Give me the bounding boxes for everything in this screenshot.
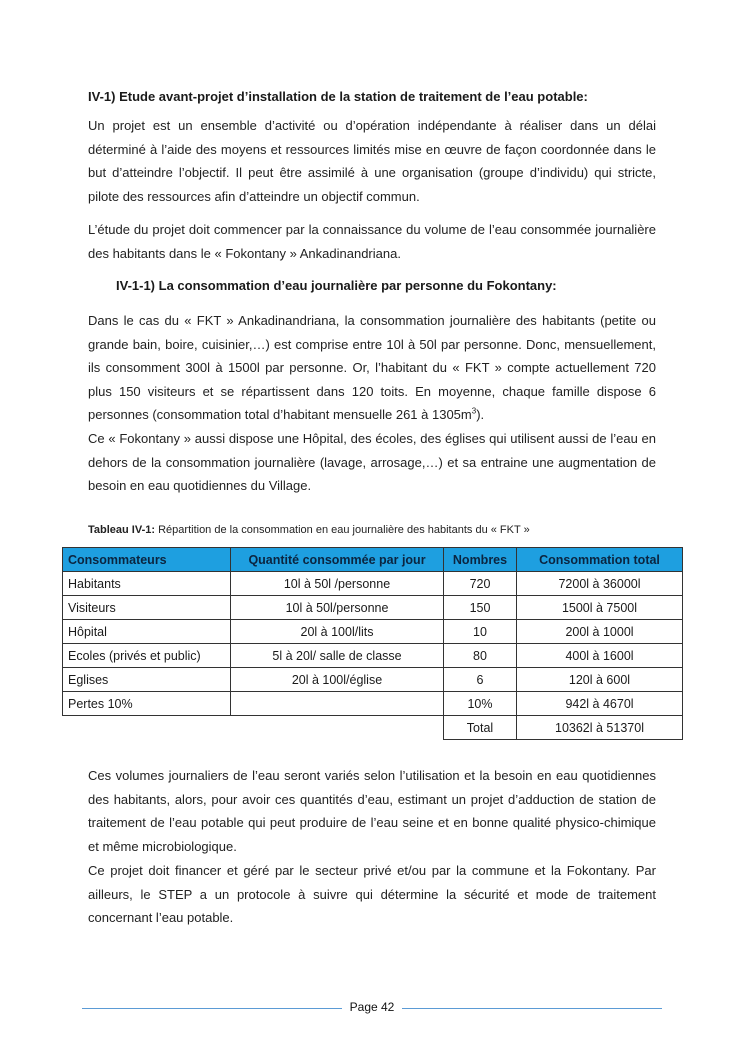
total-cell: 200l à 1000l — [517, 620, 683, 644]
table-caption — [88, 524, 530, 536]
table-header-cell: Nombres — [444, 548, 517, 572]
consumer-cell: Pertes 10% — [63, 692, 231, 716]
paragraph-volume-usage: Ces volumes journaliers de l’eau seront variés selon l’utilisation et la besoin en eau quotidiennes des habitants, alors, pour avoir ces quantités d’eau, estimant un projet d’adduction de station de traitement de l’eau potable qui peut produire de l’eau seine et en bonne qualité physico-chimique et même microbiologique. — [88, 768, 656, 854]
count-cell: 80 — [444, 644, 517, 668]
consumption-table — [62, 547, 683, 740]
total-cell: 400l à 1600l — [517, 644, 683, 668]
subsection-heading-iv-1-1: IV-1-1) La consommation d’eau journalière par personne du Fokontany: — [116, 278, 557, 293]
total-cell: 7200l à 36000l — [517, 572, 683, 596]
quantity-cell: 20l à 100l/église — [231, 668, 444, 692]
consumption-text-end: ). — [476, 407, 485, 422]
table-header-cell: Consommation total — [517, 548, 683, 572]
quantity-cell: 20l à 100l/lits — [231, 620, 444, 644]
count-cell: 150 — [444, 596, 517, 620]
quantity-cell: 5l à 20l/ salle de classe — [231, 644, 444, 668]
total-cell: 120l à 600l — [517, 668, 683, 692]
total-value-cell: 10362l à 51370l — [517, 716, 683, 740]
paragraph-study-intro: L’étude du projet doit commencer par la connaissance du volume de l’eau consommée journalière des habitants dans le « Fokontany » Ankadinandriana. — [88, 222, 656, 261]
table-row — [63, 572, 683, 596]
consumer-cell: Hôpital — [63, 620, 231, 644]
total-cell: 1500l à 7500l — [517, 596, 683, 620]
consumer-cell: Eglises — [63, 668, 231, 692]
table-caption-label: Tableau IV-1: — [88, 524, 156, 536]
table-row — [63, 620, 683, 644]
table-header-row — [63, 548, 683, 572]
page-number: Page 42 — [349, 1000, 395, 1014]
count-cell: 10 — [444, 620, 517, 644]
quantity-cell: 10l à 50l/personne — [231, 596, 444, 620]
section-heading-iv-1: IV-1) Etude avant-projet d’installation de la station de traitement de l’eau potable: — [88, 89, 588, 104]
table-row — [63, 692, 683, 716]
table-header-cell: Quantité consommée par jour — [231, 548, 444, 572]
paragraph-project-definition: Un projet est un ensemble d’activité ou d’opération indépendante à réaliser dans un délai déterminé à l’aide des moyens et ressources limités mise en œuvre de façon coordonnée dans le but d’atteindre l’objectif. Il peut être assimilé à une organisation (groupe d’individu) qui stricte, pilote des ressources afin d’atteindre un objectif commun. — [88, 118, 656, 204]
count-cell: 6 — [444, 668, 517, 692]
total-label-cell: Total — [444, 716, 517, 740]
page-footer — [0, 1000, 745, 1020]
consumer-cell: Habitants — [63, 572, 231, 596]
count-cell: 10% — [444, 692, 517, 716]
footer-rule-left — [82, 1008, 342, 1009]
cubic-superscript: 3 — [471, 406, 477, 416]
paragraph-facilities: Ce « Fokontany » aussi dispose une Hôpital, des écoles, des églises qui utilisent aussi de l’eau en dehors de la consommation journalière (lavage, arrosage,…) et sa entraine une augmentation de besoin en eau quotidiennes du Village. — [88, 431, 656, 493]
empty-cell — [231, 716, 444, 740]
table-row — [63, 644, 683, 668]
table-total-row — [63, 716, 683, 740]
table-caption-text: Répartition de la consommation en eau journalière des habitants du « FKT » — [155, 524, 530, 536]
footer-rule-right — [402, 1008, 662, 1009]
empty-cell — [63, 716, 231, 740]
consumption-text: Dans le cas du « FKT » Ankadinandriana, la consommation journalière des habitants (petite ou grande bain, boire, cuisinier,…) est comprise entre 10l à 50l par personne. Donc, mensuellement, ils consomment 300l à 1500l par personne. Or, l’habitant du « FKT » compte actuellement 720 plus 150 visiteurs et se répartissent dans 120 toits. En moyenne, chaque famille dispose 6 personnes (consommation total d’habitant mensuelle 261 à 1305m — [88, 313, 656, 422]
paragraph-consumption-detail — [88, 309, 656, 427]
table-row — [63, 596, 683, 620]
paragraph-financing: Ce projet doit financer et géré par le secteur privé et/ou par la commune et la Fokontany. Par ailleurs, le STEP a un protocole à suivre qui détermine la sécurité et mode de traitement concernant l’eau potable. — [88, 863, 656, 925]
table-row — [63, 668, 683, 692]
quantity-cell — [231, 692, 444, 716]
quantity-cell: 10l à 50l /personne — [231, 572, 444, 596]
table-header-cell: Consommateurs — [63, 548, 231, 572]
consumer-cell: Ecoles (privés et public) — [63, 644, 231, 668]
count-cell: 720 — [444, 572, 517, 596]
consumer-cell: Visiteurs — [63, 596, 231, 620]
total-cell: 942l à 4670l — [517, 692, 683, 716]
